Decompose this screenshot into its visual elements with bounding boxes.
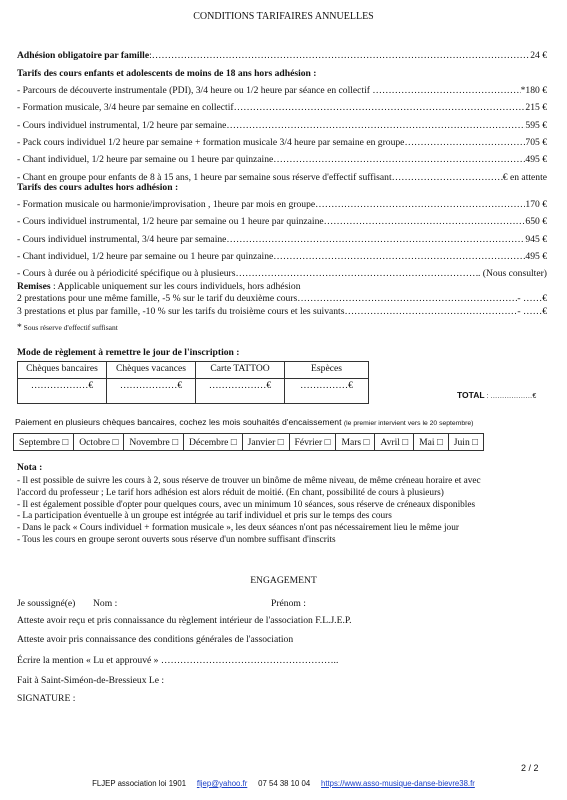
tarif-enfant-row	[17, 102, 547, 114]
nota-line: - Dans le pack « Cours individuel + formation musicale », les deux séances n'ont pas nécessairement lieu le même jour	[17, 523, 459, 534]
nota-line: - La participation éventuelle à un groupe est intégrée au tarif individuel et pris sur le temps des cours	[17, 511, 392, 522]
dot-leader	[226, 120, 525, 132]
footer-org: FLJEP association loi 1901	[92, 779, 187, 788]
dot-leader	[152, 50, 530, 62]
nom-field[interactable]: Nom :	[93, 598, 118, 609]
tarif-adulte-row	[17, 251, 547, 263]
nota-line: - Il est également possible d'opter pour quelques cours, avec un minimum 10 séances, sous réserve de créneaux disponibles	[17, 499, 476, 510]
dot-leader	[404, 137, 525, 149]
dot-leader	[297, 293, 517, 305]
month-checkbox[interactable]: Janvier □	[242, 434, 289, 451]
payment-col-tattoo: Carte TATTOO	[196, 362, 285, 379]
month-checkbox[interactable]: Mars □	[336, 434, 375, 451]
payment-col-especes: Espèces	[285, 362, 369, 379]
total-line	[457, 390, 536, 400]
signature-field[interactable]: SIGNATURE :	[17, 693, 76, 704]
remises-intro: : Applicable uniquement sur les cours individuels, hors adhésion	[50, 281, 301, 292]
dot-leader	[382, 85, 521, 97]
tarif-enfant-label: - Formation musicale, 3/4 heure par semaine en collectif	[17, 102, 234, 114]
tarif-enfant-price: 495 €	[525, 154, 547, 166]
months-table	[13, 433, 484, 451]
month-checkbox[interactable]: Mai □	[414, 434, 449, 451]
note-text: Sous réserve d'effectif suffisant	[21, 323, 118, 332]
payment-col-vacances: Chèques vacances	[107, 362, 196, 379]
tarif-adulte-price: 170 €	[525, 199, 547, 210]
tarif-enfant-label: - Chant en groupe pour enfants de 8 à 15 ans, 1 heure par semaine sous réserve d'effectif suffisant	[17, 171, 392, 183]
payment-value-tattoo[interactable]: ………………€	[196, 379, 285, 404]
tarif-adulte-label: - Cours individuel instrumental, 3/4 heure par semaine	[17, 233, 227, 245]
tarif-adulte-price: 945 €	[525, 233, 547, 245]
remises-intro-line	[17, 281, 301, 293]
adhesion-label: Adhésion obligatoire par famille	[17, 50, 150, 61]
tarif-enfant-price: *180 €	[520, 85, 547, 96]
nota-line: l'accord du professeur ; Le tarif hors adhésion est alors réduit de moitié. (En chant, possibilité de cours à plusieurs)	[17, 487, 444, 498]
payment-value-cheques[interactable]: ………………€	[18, 379, 107, 404]
dot-leader	[226, 234, 525, 246]
nota-line: - Tous les cours en groupe seront ouverts sous réserve d'un nombre suffisant d'inscrits	[17, 535, 336, 545]
payment-value-vacances[interactable]: ………………€	[107, 379, 196, 404]
dot-leader	[392, 172, 503, 184]
remise-label: 2 prestations pour une même famille, -5 % sur le tarif du deuxième cours	[17, 293, 298, 304]
nota-heading: Nota :	[17, 462, 43, 473]
soussigne-label: Je soussigné(e)	[17, 598, 76, 609]
tarif-adulte-row	[17, 199, 547, 211]
tarif-adulte-label: - Chant individuel, 1/2 heure par semaine ou 1 heure par quinzaine	[17, 250, 274, 262]
page-number: 2 / 2	[521, 763, 539, 773]
tarif-enfant-price: € en attente	[502, 171, 547, 183]
section-enfants-heading: Tarifs des cours enfants et adolescents de moins de 18 ans hors adhésion :	[17, 68, 317, 79]
tarif-enfant-row	[17, 154, 547, 166]
payment-value-especes[interactable]: ……………€	[285, 379, 369, 404]
dot-leader	[234, 102, 526, 114]
nota-line: - Il est possible de suivre les cours à 2, sous réserve de trouver un binôme de même niveau, de même créneau horaire et avec	[17, 476, 481, 486]
engagement-reglement: Atteste avoir reçu et pris connaissance du règlement intérieur de l'association F.L.J.E.P.	[17, 615, 352, 626]
payment-table	[17, 361, 369, 404]
tarif-adulte-price: 650 €	[525, 216, 547, 228]
tarif-adulte-row	[17, 216, 547, 228]
month-checkbox[interactable]: Juin □	[448, 434, 483, 451]
month-checkbox[interactable]: Décembre □	[184, 434, 243, 451]
engagement-conditions: Atteste avoir pris connaissance des conditions générales de l'association	[17, 634, 294, 645]
tarif-enfant-price: 595 €	[525, 119, 547, 131]
remise-price: - ……€	[517, 305, 547, 317]
adhesion-colon: :	[149, 50, 152, 61]
total-value[interactable]: : ………………€	[484, 393, 537, 400]
tarif-enfant-label: - Cours individuel instrumental, 1/2 heure par semaine	[17, 119, 227, 131]
footer-phone: 07 54 38 10 04	[258, 779, 311, 788]
tarif-enfant-label: - Chant individuel, 1/2 heure par semaine ou 1 heure par quinzaine	[17, 154, 274, 166]
lu-approuve-field[interactable]: Écrire la mention « Lu et approuvé » ………………………………………………..	[17, 655, 339, 666]
remises-note	[17, 322, 118, 334]
tarif-enfant-label: - Pack cours individuel 1/2 heure par semaine + formation musicale 3/4 heure par semaine en groupe	[17, 136, 405, 148]
dot-leader	[273, 154, 525, 166]
tarif-adulte-price: . (Nous consulter)	[477, 268, 547, 280]
adhesion-price: 24 €	[530, 50, 547, 61]
remise-row	[17, 306, 547, 318]
remise-price: - ……€	[517, 293, 547, 304]
month-checkbox[interactable]: Février □	[289, 434, 336, 451]
month-checkbox[interactable]: Octobre □	[74, 434, 124, 451]
dot-leader	[344, 306, 517, 318]
tarif-enfant-label: - Parcours de découverte instrumentale (PDI), 3/4 heure ou 1/2 heure par séance en collectif …	[17, 85, 382, 96]
tarif-adulte-row	[17, 268, 547, 280]
note-star: *	[17, 322, 22, 333]
page-title: CONDITIONS TARIFAIRES ANNUELLES	[193, 11, 374, 22]
reglement-heading: Mode de règlement à remettre le jour de l'inscription :	[17, 347, 240, 358]
tarif-enfant-price: 215 €	[525, 102, 547, 114]
tarif-enfant-row	[17, 137, 547, 149]
tarif-adulte-label: - Cours individuel instrumental, 1/2 heure par semaine ou 1 heure par quinzaine	[17, 216, 324, 228]
tarif-enfant-row	[17, 85, 547, 97]
month-checkbox[interactable]: Avril □	[375, 434, 414, 451]
tarif-adulte-label: - Formation musicale ou harmonie/improvisation , 1heure par mois en groupe	[17, 199, 316, 210]
footer-url-link[interactable]: https://www.asso-musique-danse-bievre38.fr	[321, 779, 475, 788]
total-label: TOTAL	[457, 390, 485, 400]
tarif-enfant-row	[17, 120, 547, 132]
prenom-field[interactable]: Prénom :	[271, 598, 306, 609]
dot-leader	[273, 251, 525, 263]
engagement-heading: ENGAGEMENT	[250, 575, 317, 586]
footer	[0, 779, 567, 788]
remise-label: 3 prestations et plus par famille, -10 % sur les tarifs du troisième cours et les suivants	[17, 305, 345, 317]
dot-leader	[324, 216, 526, 228]
adhesion-row	[17, 50, 547, 62]
payment-col-cheques: Chèques bancaires	[18, 362, 107, 379]
echeances-line	[15, 417, 473, 427]
month-checkbox[interactable]: Novembre □	[124, 434, 184, 451]
month-checkbox[interactable]: Septembre □	[14, 434, 74, 451]
dot-leader	[235, 268, 478, 280]
footer-email-link[interactable]: fljep@yahoo.fr	[196, 779, 248, 788]
section-adultes-heading: Tarifs des cours adultes hors adhésion :	[17, 182, 179, 193]
remise-row	[17, 293, 547, 305]
tarif-enfant-price: 705 €	[525, 136, 547, 148]
tarif-adulte-row	[17, 234, 547, 246]
echeances-text: Paiement en plusieurs chèques bancaires, cochez les mois souhaités d'encaissement	[15, 417, 342, 427]
fait-a-field[interactable]: Fait à Saint-Siméon-de-Bressieux Le :	[17, 675, 165, 686]
dot-leader	[315, 199, 525, 211]
remises-heading: Remises	[17, 281, 51, 292]
tarif-adulte-label: - Cours à durée ou à périodicité spécifique ou à plusieurs	[17, 268, 236, 280]
echeances-small: (le premier intervient vers le 20 septembre)	[343, 420, 474, 427]
tarif-adulte-price: 495 €	[525, 250, 547, 262]
